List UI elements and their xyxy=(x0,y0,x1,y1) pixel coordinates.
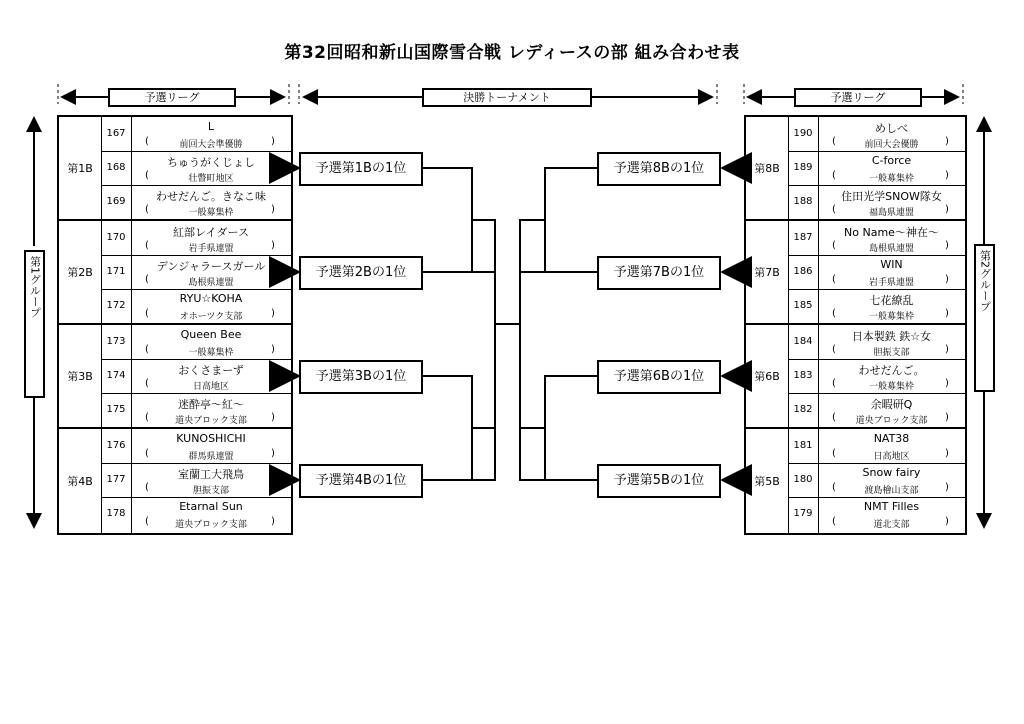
open-paren: ( xyxy=(145,308,149,319)
team-affiliation: 一般募集枠 xyxy=(868,312,914,322)
left-block xyxy=(59,429,291,533)
team-row xyxy=(101,255,291,289)
team-row xyxy=(101,393,291,427)
open-paren: ( xyxy=(145,240,149,251)
open-paren: ( xyxy=(145,170,149,181)
open-paren: ( xyxy=(145,482,149,493)
team-number: 181 xyxy=(793,440,813,451)
page-title: 第32回昭和新山国際雪合戦 レディースの部 組み合わせ表 xyxy=(284,43,740,63)
open-paren: ( xyxy=(145,448,149,459)
right-block-name: 第6B xyxy=(754,370,780,383)
team-affiliation: 胆振支部 xyxy=(192,486,229,496)
left-block-name: 第1B xyxy=(67,162,93,175)
team-name: わせだんご。 xyxy=(858,364,925,377)
team-number: 176 xyxy=(106,440,126,451)
team-row xyxy=(788,185,965,219)
right-slot-6: 予選第6Bの1位 xyxy=(597,360,721,394)
close-paren: ) xyxy=(945,344,949,355)
team-affiliation: 前回大会準優勝 xyxy=(179,140,243,150)
left-slot-2: 予選第2Bの1位 xyxy=(299,256,423,290)
team-affiliation: オホーツク支部 xyxy=(179,312,243,322)
team-number: 188 xyxy=(793,196,813,207)
close-paren: ) xyxy=(271,308,275,319)
team-affiliation: 一般募集枠 xyxy=(188,348,234,358)
team-name: ちゅうがくじょし xyxy=(167,156,255,169)
team-row xyxy=(101,429,291,463)
team-affiliation: 一般募集枠 xyxy=(868,382,914,392)
team-number: 189 xyxy=(793,162,813,173)
open-paren: ( xyxy=(145,136,149,147)
left-block xyxy=(59,117,291,221)
team-number: 171 xyxy=(106,266,126,277)
team-affiliation: 島根県連盟 xyxy=(868,244,914,254)
close-paren: ) xyxy=(271,344,275,355)
group-left-text: 第1グループ xyxy=(28,256,42,318)
team-number: 180 xyxy=(793,474,813,485)
team-affiliation: 日高地区 xyxy=(192,382,229,392)
team-affiliation: 一般募集枠 xyxy=(868,174,914,184)
team-row xyxy=(788,429,965,463)
team-row xyxy=(788,117,965,151)
right-slot-8: 予選第8Bの1位 xyxy=(597,152,721,186)
right-block xyxy=(746,221,965,325)
team-row xyxy=(101,497,291,531)
right-league-table xyxy=(744,115,967,535)
open-paren: ( xyxy=(832,170,836,181)
group-right-label xyxy=(974,244,995,392)
team-number: 168 xyxy=(106,162,126,173)
team-number: 170 xyxy=(106,232,126,243)
team-name: おくさまーず xyxy=(178,364,244,377)
team-name: KUNOSHICHI xyxy=(176,432,246,445)
group-right-text: 第2グループ xyxy=(978,250,992,312)
close-paren: ) xyxy=(271,274,275,285)
team-name: No Name～神在～ xyxy=(844,226,939,239)
team-affiliation: 壮瞥町地区 xyxy=(188,174,234,184)
close-paren: ) xyxy=(945,448,949,459)
team-affiliation: 前回大会優勝 xyxy=(864,140,919,150)
left-block-name: 第3B xyxy=(67,370,93,383)
open-paren: ( xyxy=(145,274,149,285)
team-number: 173 xyxy=(106,336,126,347)
team-name: デンジャラースガール xyxy=(156,260,266,273)
team-row xyxy=(788,255,965,289)
right-block-name: 第5B xyxy=(754,475,780,488)
team-row xyxy=(788,221,965,255)
open-paren: ( xyxy=(832,344,836,355)
team-number: 167 xyxy=(106,128,126,139)
team-row xyxy=(788,359,965,393)
close-paren: ) xyxy=(945,412,949,423)
team-name: 日本製鉄 鉄☆女 xyxy=(851,330,932,343)
team-name: WIN xyxy=(880,258,903,271)
close-paren: ) xyxy=(945,170,949,181)
left-block-name: 第2B xyxy=(67,266,93,279)
open-paren: ( xyxy=(832,448,836,459)
team-affiliation: 渡島檜山支部 xyxy=(864,486,919,496)
right-slot-7: 予選第7Bの1位 xyxy=(597,256,721,290)
team-number: 183 xyxy=(793,370,813,381)
left-slot-3: 予選第3Bの1位 xyxy=(299,360,423,394)
right-block xyxy=(746,117,965,221)
close-paren: ) xyxy=(271,378,275,389)
team-number: 187 xyxy=(793,232,813,243)
open-paren: ( xyxy=(832,482,836,493)
left-slot-1: 予選第1Bの1位 xyxy=(299,152,423,186)
close-paren: ) xyxy=(271,482,275,493)
header-right-league: 予選リーグ xyxy=(794,88,922,107)
team-name: 七花繚乱 xyxy=(869,294,914,307)
team-row xyxy=(101,359,291,393)
team-number: 186 xyxy=(793,266,813,277)
team-name: わせだんご。きなこ味 xyxy=(156,190,266,203)
team-row xyxy=(788,289,965,323)
team-affiliation: 道央ブロック支部 xyxy=(855,416,928,426)
left-league-table xyxy=(57,115,293,535)
team-number: 185 xyxy=(793,300,813,311)
team-row xyxy=(101,289,291,323)
team-number: 175 xyxy=(106,404,126,415)
team-name: 住田光学SNOW隊女 xyxy=(841,190,942,203)
close-paren: ) xyxy=(945,274,949,285)
close-paren: ) xyxy=(945,378,949,389)
left-block xyxy=(59,325,291,429)
team-number: 190 xyxy=(793,128,813,139)
team-name: 余暇研Q xyxy=(870,398,913,411)
left-block xyxy=(59,221,291,325)
right-block-name: 第8B xyxy=(754,162,780,175)
team-row xyxy=(788,325,965,359)
right-block xyxy=(746,325,965,429)
team-affiliation: 道央ブロック支部 xyxy=(175,416,247,426)
close-paren: ) xyxy=(271,240,275,251)
team-number: 177 xyxy=(106,474,126,485)
open-paren: ( xyxy=(832,274,836,285)
close-paren: ) xyxy=(945,136,949,147)
team-name: Snow fairy xyxy=(862,466,921,479)
team-row xyxy=(101,463,291,497)
left-block-name: 第4B xyxy=(67,475,93,488)
team-number: 182 xyxy=(793,404,813,415)
close-paren: ) xyxy=(945,204,949,215)
team-affiliation: 島根県連盟 xyxy=(188,278,234,288)
close-paren: ) xyxy=(271,170,275,181)
team-affiliation: 一般募集枠 xyxy=(188,208,234,218)
close-paren: ) xyxy=(945,240,949,251)
open-paren: ( xyxy=(145,516,149,527)
team-affiliation: 岩手県連盟 xyxy=(188,244,234,254)
team-row xyxy=(788,497,965,531)
team-name: 迷酔亭～紅～ xyxy=(178,398,244,411)
team-number: 172 xyxy=(106,300,126,311)
left-slot-4: 予選第4Bの1位 xyxy=(299,464,423,498)
team-row xyxy=(101,151,291,185)
header-left-league: 予選リーグ xyxy=(108,88,236,107)
open-paren: ( xyxy=(832,308,836,319)
team-affiliation: 福島県連盟 xyxy=(868,208,914,218)
team-row xyxy=(788,151,965,185)
team-number: 178 xyxy=(106,508,126,519)
close-paren: ) xyxy=(945,516,949,527)
right-slot-5: 予選第5Bの1位 xyxy=(597,464,721,498)
team-name: 紅部レイダース xyxy=(173,226,249,239)
right-block-name: 第7B xyxy=(754,266,780,279)
team-name: RYU☆KOHA xyxy=(179,292,243,305)
team-name: L xyxy=(207,120,215,133)
team-name: NMT Filles xyxy=(863,500,920,513)
open-paren: ( xyxy=(832,240,836,251)
close-paren: ) xyxy=(271,516,275,527)
team-affiliation: 岩手県連盟 xyxy=(868,278,914,288)
open-paren: ( xyxy=(832,204,836,215)
team-name: Queen Bee xyxy=(180,328,242,341)
open-paren: ( xyxy=(145,204,149,215)
open-paren: ( xyxy=(832,136,836,147)
header-final: 決勝トーナメント xyxy=(422,88,592,107)
group-left-label xyxy=(24,250,45,398)
team-affiliation: 道北支部 xyxy=(873,520,910,530)
open-paren: ( xyxy=(145,378,149,389)
team-row xyxy=(788,393,965,427)
team-row xyxy=(101,117,291,151)
team-affiliation: 胆振支部 xyxy=(873,348,910,358)
team-row xyxy=(101,221,291,255)
team-name: めしべ xyxy=(875,122,908,135)
close-paren: ) xyxy=(945,308,949,319)
team-row xyxy=(788,463,965,497)
close-paren: ) xyxy=(271,412,275,423)
open-paren: ( xyxy=(832,412,836,423)
team-number: 169 xyxy=(106,196,126,207)
close-paren: ) xyxy=(271,136,275,147)
open-paren: ( xyxy=(145,344,149,355)
team-affiliation: 道央ブロック支部 xyxy=(175,520,247,530)
team-name: NAT38 xyxy=(873,432,910,445)
team-name: 室蘭工大飛鳥 xyxy=(178,468,244,481)
team-row xyxy=(101,185,291,219)
team-name: Etarnal Sun xyxy=(179,500,243,513)
right-block xyxy=(746,429,965,533)
close-paren: ) xyxy=(271,448,275,459)
team-number: 174 xyxy=(106,370,126,381)
team-row xyxy=(101,325,291,359)
open-paren: ( xyxy=(832,516,836,527)
team-affiliation: 群馬県連盟 xyxy=(188,452,234,462)
team-number: 184 xyxy=(793,336,813,347)
open-paren: ( xyxy=(145,412,149,423)
team-affiliation: 日高地区 xyxy=(873,452,910,462)
close-paren: ) xyxy=(945,482,949,493)
close-paren: ) xyxy=(271,204,275,215)
team-name: C-force xyxy=(871,154,912,167)
team-number: 179 xyxy=(793,508,813,519)
open-paren: ( xyxy=(832,378,836,389)
